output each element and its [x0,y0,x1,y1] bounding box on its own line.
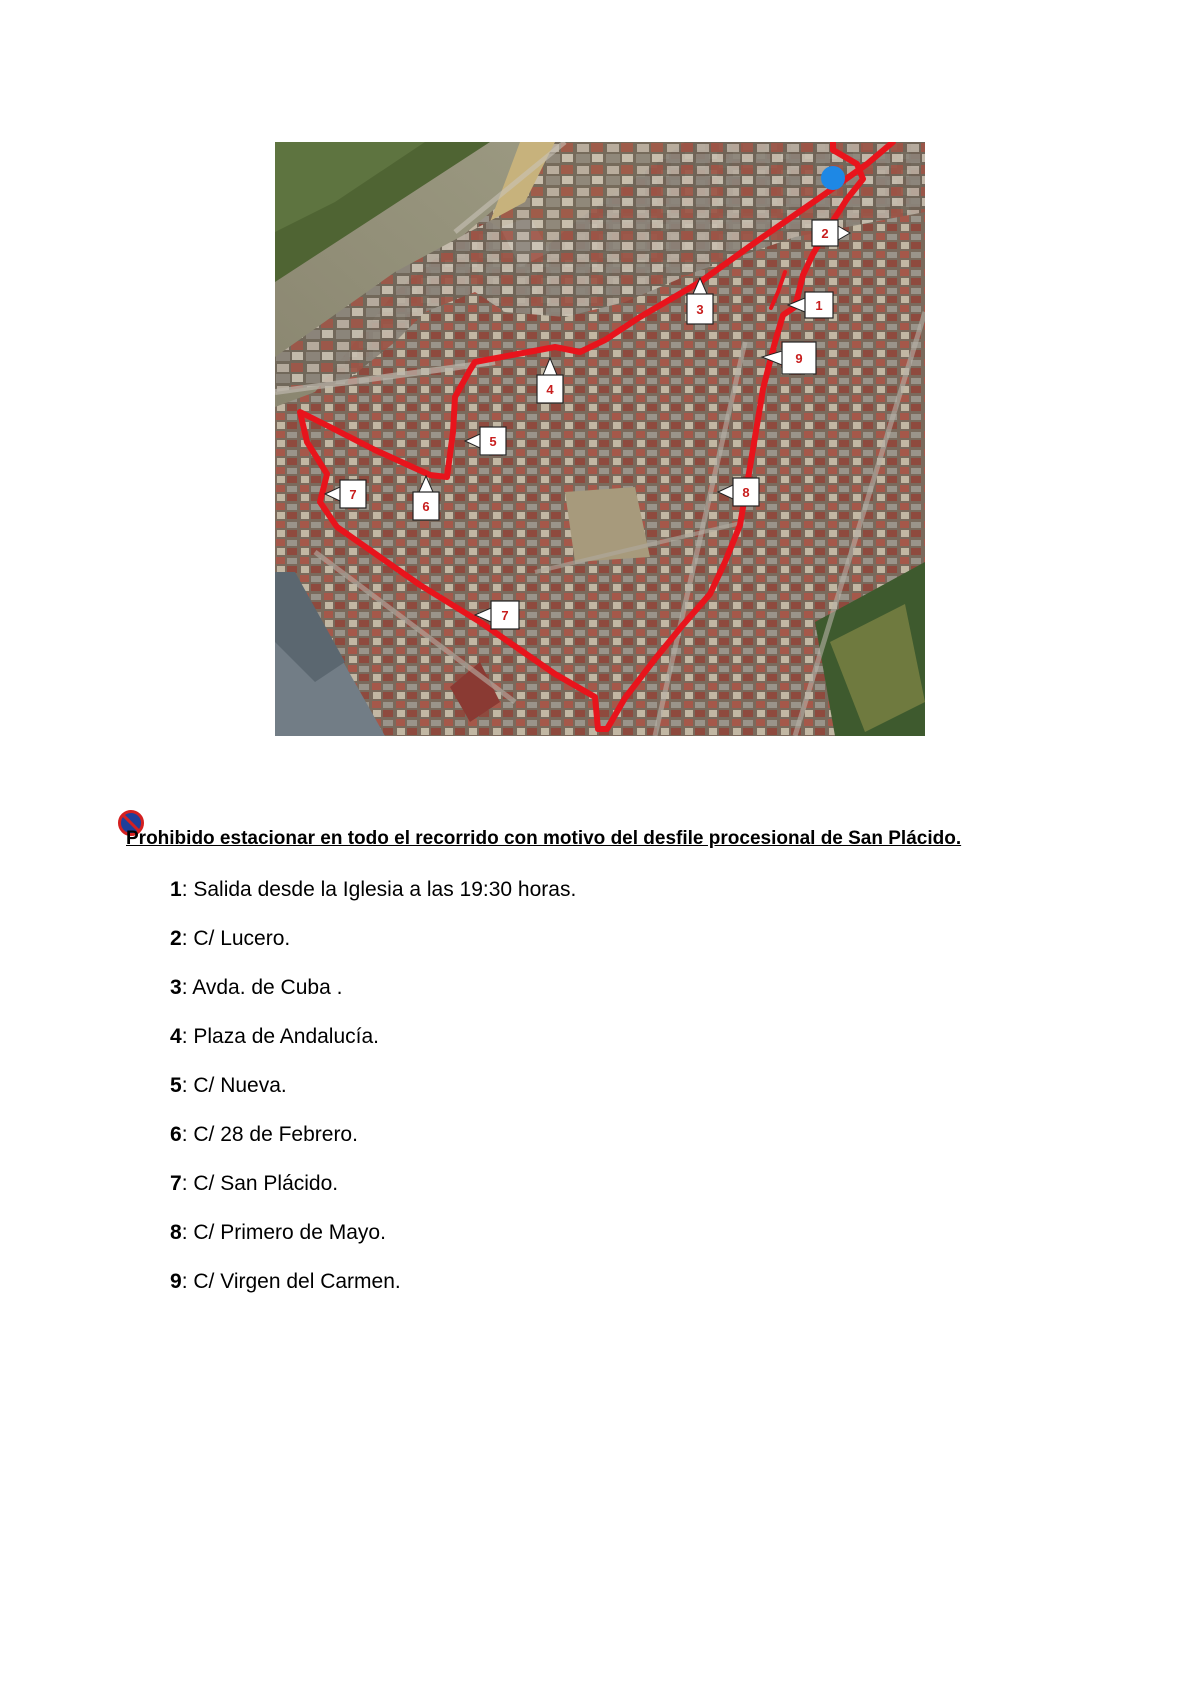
list-item: 1: Salida desde la Iglesia a las 19:30 horas. [170,878,577,901]
list-item: 9: C/ Virgen del Carmen. [170,1270,401,1293]
stop-number: 6 [170,1123,182,1146]
stop-name: C/ 28 de Febrero. [193,1123,358,1146]
stop-name: Salida desde la Iglesia a las 19:30 horas. [193,878,577,901]
marker-label: 7 [349,487,357,502]
marker-label: 3 [696,302,704,317]
list-item: 4: Plaza de Andalucía. [170,1025,379,1048]
list-item: 6: C/ 28 de Febrero. [170,1123,358,1146]
route-map [275,142,925,736]
stop-name: C/ Virgen del Carmen. [193,1270,401,1293]
stop-number: 8 [170,1221,182,1244]
stop-name: Plaza de Andalucía. [193,1025,379,1048]
stop-name: C/ Lucero. [193,927,291,950]
notice-text: Prohibido estacionar en todo el recorrido con motivo del desfile procesional de San Plácido. [126,828,962,849]
marker-label: 7 [501,608,509,623]
start-marker-icon [821,166,845,190]
marker-label: 6 [422,499,430,514]
marker-label: 4 [546,382,554,397]
stop-name: C/ Nueva. [193,1074,287,1097]
list-item: 3: Avda. de Cuba . [170,976,343,999]
stop-name: Avda. de Cuba . [192,976,343,999]
list-item: 2: C/ Lucero. [170,927,291,950]
marker-label: 2 [821,226,829,241]
stop-number: 7 [170,1172,182,1195]
stop-name: C/ San Plácido. [193,1172,339,1195]
stop-number: 5 [170,1074,182,1097]
stop-name: C/ Primero de Mayo. [193,1221,386,1244]
stop-number: 3 [170,976,182,999]
marker-label: 9 [795,351,803,366]
list-item: 8: C/ Primero de Mayo. [170,1221,386,1244]
marker-label: 1 [815,298,823,313]
list-item: 5: C/ Nueva. [170,1074,287,1097]
stop-number: 9 [170,1270,182,1293]
stop-number: 4 [170,1025,182,1048]
stop-number: 2 [170,927,182,950]
marker-label: 5 [489,434,497,449]
stop-number: 1 [170,878,182,901]
route-stop-list [170,876,576,1317]
list-item: 7: C/ San Plácido. [170,1172,339,1195]
marker-label: 8 [742,485,750,500]
